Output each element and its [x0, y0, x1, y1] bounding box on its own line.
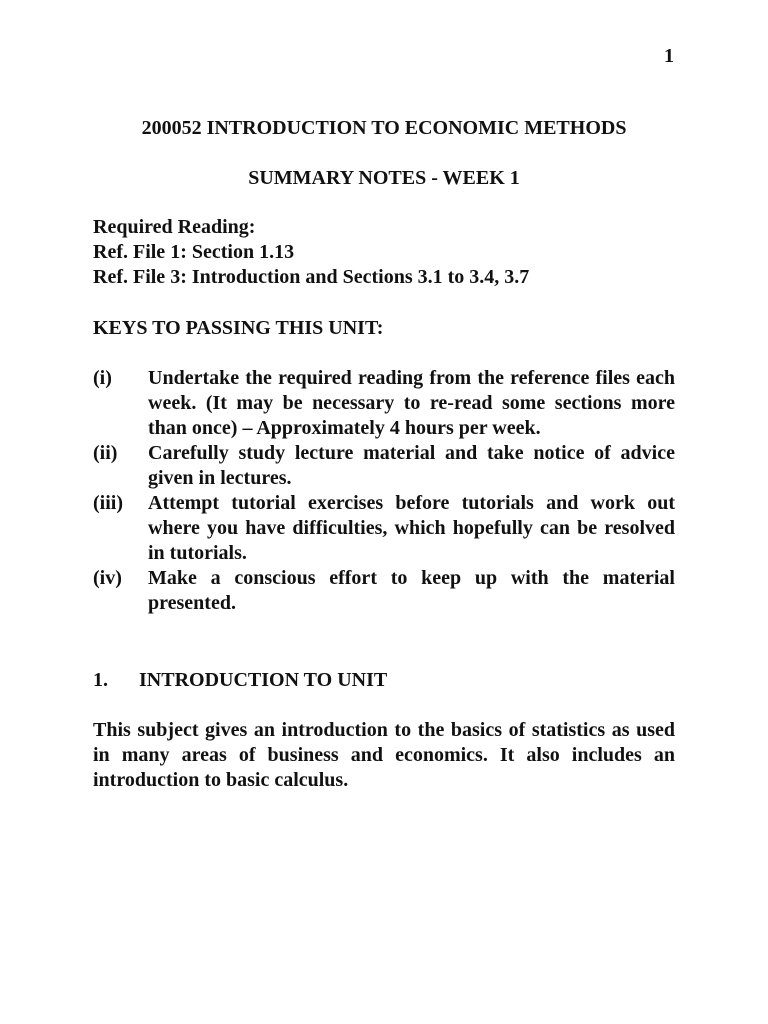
section-body-paragraph: This subject gives an introduction to the basics of statistics as used in many areas of business and economics. It also includes an introduction to basic calculus. — [93, 719, 675, 791]
reading-ref-2: Ref. File 3: Introduction and Sections 3.1 to 3.4, 3.7 — [93, 266, 530, 288]
key-item-number: (iv) — [93, 567, 122, 589]
key-item — [93, 566, 675, 616]
key-item — [93, 366, 675, 441]
required-reading — [93, 215, 683, 290]
section-heading — [93, 668, 387, 693]
document-subtitle: SUMMARY NOTES - WEEK 1 — [248, 167, 520, 189]
keys-list — [93, 366, 675, 616]
key-item-number: (ii) — [93, 442, 118, 464]
key-item — [93, 441, 675, 491]
key-item-number: (iii) — [93, 492, 123, 514]
key-item-text: Carefully study lecture material and take notice of advice given in lectures. — [148, 442, 675, 489]
document-title: 200052 INTRODUCTION TO ECONOMIC METHODS — [141, 117, 627, 139]
key-item — [93, 491, 675, 566]
key-item-text: Attempt tutorial exercises before tutorials and work out where you have difficulties, which hopefully can be resolved in tutorials. — [148, 492, 675, 564]
keys-heading: KEYS TO PASSING THIS UNIT: — [93, 317, 384, 339]
section-title: INTRODUCTION TO UNIT — [139, 669, 388, 691]
required-reading-heading: Required Reading: — [93, 216, 256, 238]
reading-ref-1: Ref. File 1: Section 1.13 — [93, 241, 295, 263]
key-item-text: Make a conscious effort to keep up with the material presented. — [148, 567, 675, 614]
key-item-text: Undertake the required reading from the reference files each week. (It may be necessary to re-read some sections more than once) – Approximately 4 hours per week. — [148, 367, 675, 439]
key-item-number: (i) — [93, 367, 112, 389]
section-number: 1. — [93, 669, 108, 691]
page-number: 1 — [664, 45, 674, 67]
